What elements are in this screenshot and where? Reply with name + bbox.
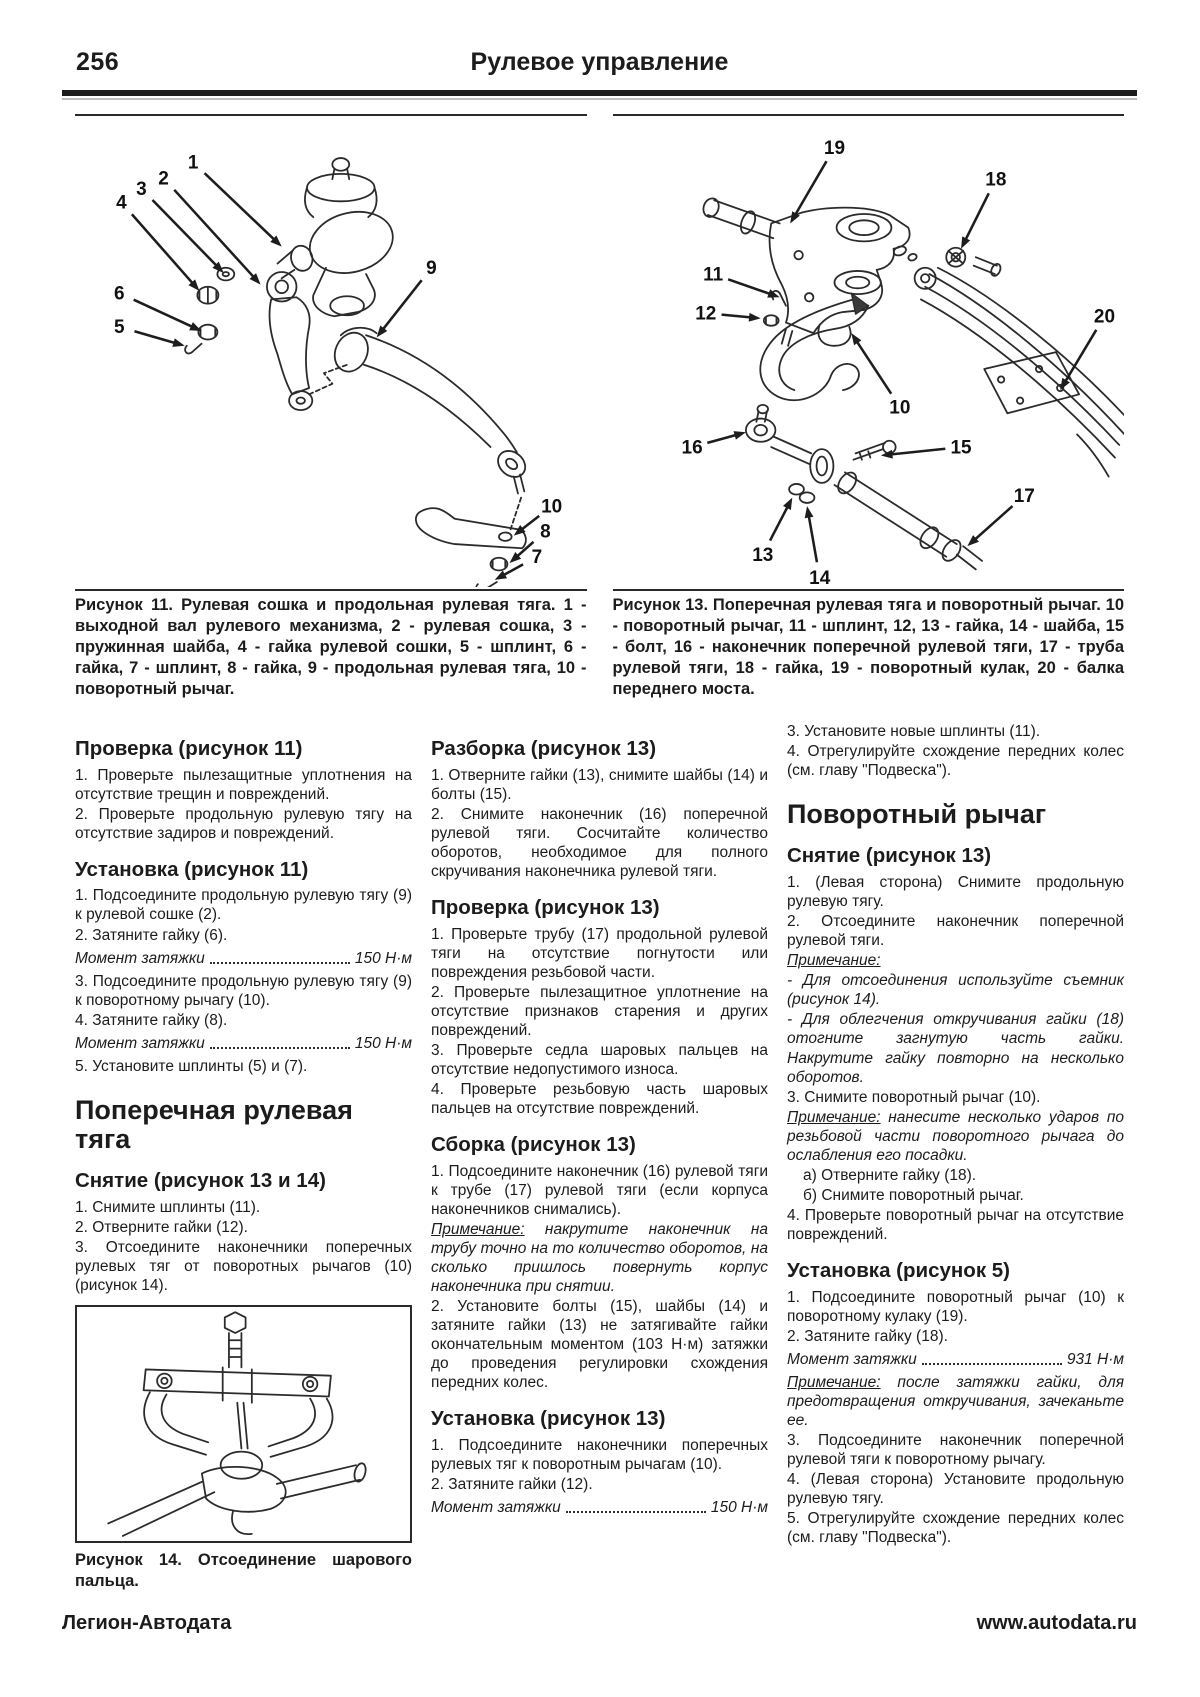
dot-leader bbox=[566, 1511, 706, 1513]
note-item: - Для отсоединения используйте съемник (рисунок 14). bbox=[787, 972, 1124, 1009]
svg-text:16: 16 bbox=[681, 437, 703, 459]
figure-14-drawing bbox=[77, 1307, 410, 1541]
note-label: Примечание: bbox=[787, 1373, 881, 1391]
figure-11-drawing bbox=[75, 118, 587, 587]
step-paragraph: 3. Подсоедините продольную рулевую тягу (9) к поворотному рычагу (10). bbox=[75, 972, 412, 1009]
step-paragraph: 2. Затяните гайку (18). bbox=[787, 1327, 948, 1345]
figure-14-caption: Рисунок 14. Отсоединение шарового пальца. bbox=[75, 1551, 412, 1591]
figure-callout bbox=[114, 283, 202, 331]
section-heading: Поперечная рулевая тяга bbox=[75, 1094, 353, 1155]
note: Примечание: нанесите несколько ударов по резьбовой части поворотного рычага до ослабления его посадки. bbox=[787, 1108, 1124, 1164]
step-paragraph: 2. Затяните гайку (6). bbox=[75, 926, 228, 944]
step-paragraph: 2. Затяните гайки (12). bbox=[431, 1476, 593, 1494]
dot-leader bbox=[922, 1363, 1062, 1365]
torque-spec: Момент затяжки 150 Н·м bbox=[431, 1499, 768, 1517]
step-paragraph: 1. Подсоедините продольную рулевую тягу (9) к рулевой сошке (2). bbox=[75, 887, 412, 924]
figure-callout bbox=[136, 179, 224, 273]
figure-callout bbox=[880, 437, 971, 458]
note-item: - Для облегчения откручивания гайки (18) отогните загнутую часть гайки. Накрутите гайку повторно на несколько оборотов. bbox=[787, 1011, 1124, 1086]
step-paragraph: 1. Отверните гайки (13), снимите шайбы (14) и болты (15). bbox=[431, 766, 768, 803]
step-paragraph: 2. Отверните гайки (12). bbox=[75, 1218, 248, 1236]
subsection-heading: Снятие (рисунок 13) bbox=[787, 844, 992, 868]
step-paragraph: 5. Отрегулируйте схождение передних колес (см. главу "Подвеска"). bbox=[787, 1510, 1124, 1547]
figure-callout bbox=[495, 547, 542, 580]
body-columns bbox=[75, 722, 1124, 1592]
svg-text:2: 2 bbox=[158, 168, 169, 190]
sub-step: а) Отверните гайку (18). bbox=[803, 1166, 977, 1184]
dot-leader bbox=[210, 962, 350, 964]
step-paragraph: 3. Снимите поворотный рычаг (10). bbox=[787, 1088, 1041, 1106]
figure-callout bbox=[752, 498, 792, 566]
subsection-heading: Установка (рисунок 5) bbox=[787, 1259, 1011, 1283]
svg-text:20: 20 bbox=[1093, 306, 1115, 328]
subsection-heading: Установка (рисунок 13) bbox=[431, 1407, 666, 1431]
svg-text:10: 10 bbox=[541, 496, 563, 518]
figure-callout bbox=[681, 431, 745, 458]
subsection-heading: Сборка (рисунок 13) bbox=[431, 1133, 636, 1157]
step-paragraph: 3. Отсоедините наконечники поперечных рулевых тяг от поворотных рычагов (10) (рисунок 14). bbox=[75, 1238, 412, 1295]
svg-text:4: 4 bbox=[116, 192, 127, 214]
svg-text:18: 18 bbox=[984, 169, 1006, 191]
svg-text:11: 11 bbox=[702, 264, 723, 286]
header-rule-shadow bbox=[62, 98, 1137, 100]
subsection-heading: Проверка (рисунок 11) bbox=[75, 737, 303, 761]
column-3 bbox=[787, 722, 1124, 1592]
step-paragraph: 2. Установите болты (15), шайбы (14) и затяните гайки (13) не затягивайте гайки окончательным моментом (103 Н·м) затяжки до проведения регулировки схождения передних колес. bbox=[431, 1298, 768, 1392]
subsection-heading: Разборка (рисунок 13) bbox=[431, 737, 657, 761]
figure-13-top-rule bbox=[613, 114, 1125, 116]
torque-spec: Момент затяжки 150 Н·м bbox=[75, 949, 412, 967]
note-label: Примечание: bbox=[787, 952, 881, 970]
torque-spec: Момент затяжки 150 Н·м bbox=[75, 1034, 412, 1052]
page-number: 256 bbox=[76, 48, 120, 76]
figure-callout bbox=[158, 168, 260, 284]
figure-13-drawing bbox=[613, 118, 1125, 587]
subsection-heading: Установка (рисунок 11) bbox=[75, 857, 309, 881]
page-title: Рулевое управление bbox=[470, 48, 729, 76]
header-rule bbox=[62, 90, 1137, 96]
step-paragraph: 1. Проверьте трубу (17) продольной рулевой тяги на отсутствие погнутости или повреждения резьбовой части. bbox=[431, 925, 768, 981]
figure-callout bbox=[961, 169, 1006, 248]
svg-text:17: 17 bbox=[1013, 485, 1035, 507]
svg-text:9: 9 bbox=[426, 258, 437, 280]
svg-text:13: 13 bbox=[751, 544, 773, 566]
figure-callout bbox=[967, 486, 1035, 546]
step-paragraph: 1. Подсоедините поворотный рычаг (10) к поворотному кулаку (19). bbox=[787, 1288, 1124, 1325]
step-paragraph: 5. Установите шплинты (5) и (7). bbox=[75, 1057, 308, 1075]
step-paragraph: 4. Отрегулируйте схождение передних колес (см. главу "Подвеска"). bbox=[787, 743, 1124, 780]
figure-callout bbox=[510, 522, 551, 563]
figure-callout bbox=[695, 303, 760, 324]
figure-callout bbox=[188, 153, 282, 247]
sub-step: б) Снимите поворотный рычаг. bbox=[803, 1186, 1024, 1204]
svg-text:15: 15 bbox=[949, 437, 972, 459]
torque-spec: Момент затяжки 931 Н·м bbox=[787, 1350, 1124, 1368]
figure-callout bbox=[851, 333, 910, 418]
column-2-text bbox=[431, 738, 768, 1517]
figure-callout bbox=[703, 264, 779, 297]
figure-callout bbox=[514, 496, 563, 535]
figure-callout bbox=[114, 317, 185, 347]
figure-callout bbox=[116, 193, 199, 291]
column-1-text bbox=[75, 738, 412, 1295]
column-3-text bbox=[787, 722, 1124, 1547]
step-paragraph: 3. Подсоедините наконечник поперечной рулевой тяги к поворотному рычагу. bbox=[787, 1432, 1124, 1469]
note: Примечание: после затяжки гайки, для предотвращения откручивания, зачеканьте ее. bbox=[787, 1373, 1124, 1430]
subsection-heading: Проверка (рисунок 13) bbox=[431, 896, 660, 919]
column-2 bbox=[431, 722, 768, 1592]
figure-13 bbox=[613, 114, 1125, 700]
step-paragraph: 4. Проверьте резьбовую часть шаровых пальцев на отсутствие повреждений. bbox=[431, 1081, 768, 1118]
page-header bbox=[62, 48, 1137, 82]
figures-row bbox=[75, 114, 1124, 700]
subsection-heading: Снятие (рисунок 13 и 14) bbox=[75, 1169, 326, 1193]
step-paragraph: 1. Проверьте пылезащитные уплотнения на отсутствие трещин и повреждений. bbox=[75, 766, 412, 803]
step-paragraph: 4. Проверьте поворотный рычаг на отсутствие повреждений. bbox=[787, 1207, 1124, 1244]
svg-text:7: 7 bbox=[531, 547, 543, 569]
step-paragraph: 2. Проверьте пылезащитное уплотнение на отсутствие признаков старения и других повреждений. bbox=[431, 983, 768, 1039]
figure-callout bbox=[804, 506, 830, 587]
figure-callout bbox=[790, 138, 845, 224]
step-paragraph: 3. Проверьте седла шаровых пальцев на отсутствие недопустимого износа. bbox=[431, 1041, 768, 1078]
step-paragraph: 2. Отсоедините наконечник поперечной рулевой тяги. bbox=[787, 913, 1124, 950]
svg-text:6: 6 bbox=[114, 283, 125, 305]
step-paragraph: 4. Затяните гайку (8). bbox=[75, 1011, 228, 1029]
step-paragraph: 1. (Левая сторона) Снимите продольную рулевую тягу. bbox=[787, 873, 1124, 911]
step-paragraph: 1. Снимите шплинты (11). bbox=[75, 1198, 261, 1216]
svg-text:8: 8 bbox=[540, 521, 551, 543]
website-url: www.autodata.ru bbox=[976, 1612, 1137, 1634]
svg-text:14: 14 bbox=[808, 568, 830, 588]
column-1 bbox=[75, 722, 412, 1592]
svg-text:1: 1 bbox=[187, 152, 199, 174]
figure-14 bbox=[75, 1305, 412, 1543]
step-paragraph: 2. Снимите наконечник (16) поперечной рулевой тяги. Сосчитайте количество оборотов, необходимое для полного скручивания наконечника рулевой тяги. bbox=[431, 805, 768, 880]
note: Примечание: накрутите наконечник на трубу точно на то количество оборотов, на сколько пришлось повернуть корпус наконечника при снятии. bbox=[431, 1220, 768, 1296]
svg-text:12: 12 bbox=[694, 303, 716, 325]
step-paragraph: 1. Подсоедините наконечники поперечных рулевых тяг к поворотным рычагам (10). bbox=[431, 1437, 768, 1474]
figure-13-caption: Рисунок 13. Поперечная рулевая тяга и поворотный рычаг. 10 - поворотный рычаг, 11 - шплинт, 12, 13 - гайка, 14 - шайба, 15 - болт, 16 - наконечник поперечной рулевой тяги, 17 - труба рулевой тяги, 18 - гайка, 19 - поворотный кулак, 20 - балка переднего моста. bbox=[612, 596, 1124, 699]
figure-11-caption: Рисунок 11. Рулевая сошка и продольная рулевая тяга. 1 - выходной вал рулевого механизма, 2 - рулевая сошка, 3 - пружинная шайба, 4 - гайка рулевой сошки, 5 - шплинт, 6 - гайка, 7 - шплинт, 8 - гайка, 9 - продольная рулевая тяга, 10 - поворотный рычаг. bbox=[75, 596, 587, 699]
step-paragraph: 3. Установите новые шплинты (11). bbox=[787, 723, 1041, 741]
note bbox=[787, 951, 1124, 970]
note-label: Примечание: bbox=[431, 1220, 525, 1238]
svg-text:5: 5 bbox=[114, 317, 125, 339]
svg-text:3: 3 bbox=[136, 178, 147, 200]
page-footer bbox=[62, 1612, 1137, 1635]
figure-11-top-rule bbox=[75, 114, 587, 116]
svg-text:19: 19 bbox=[823, 137, 845, 159]
section-heading: Поворотный рычаг bbox=[787, 799, 1047, 830]
svg-text:10: 10 bbox=[888, 397, 910, 419]
step-paragraph: 1. Подсоедините наконечник (16) рулевой тяги к трубе (17) рулевой тяги (если корпуса наконечников снимались). bbox=[431, 1162, 768, 1218]
publisher-name: Легион-Автодата bbox=[62, 1612, 232, 1634]
step-paragraph: 4. (Левая сторона) Установите продольную рулевую тягу. bbox=[787, 1471, 1124, 1508]
dot-leader bbox=[210, 1047, 350, 1049]
figure-11 bbox=[75, 114, 587, 700]
figure-callout bbox=[377, 258, 437, 337]
step-paragraph: 2. Проверьте продольную рулевую тягу на отсутствие задиров и повреждений. bbox=[75, 805, 412, 842]
note-label: Примечание: bbox=[787, 1108, 881, 1126]
